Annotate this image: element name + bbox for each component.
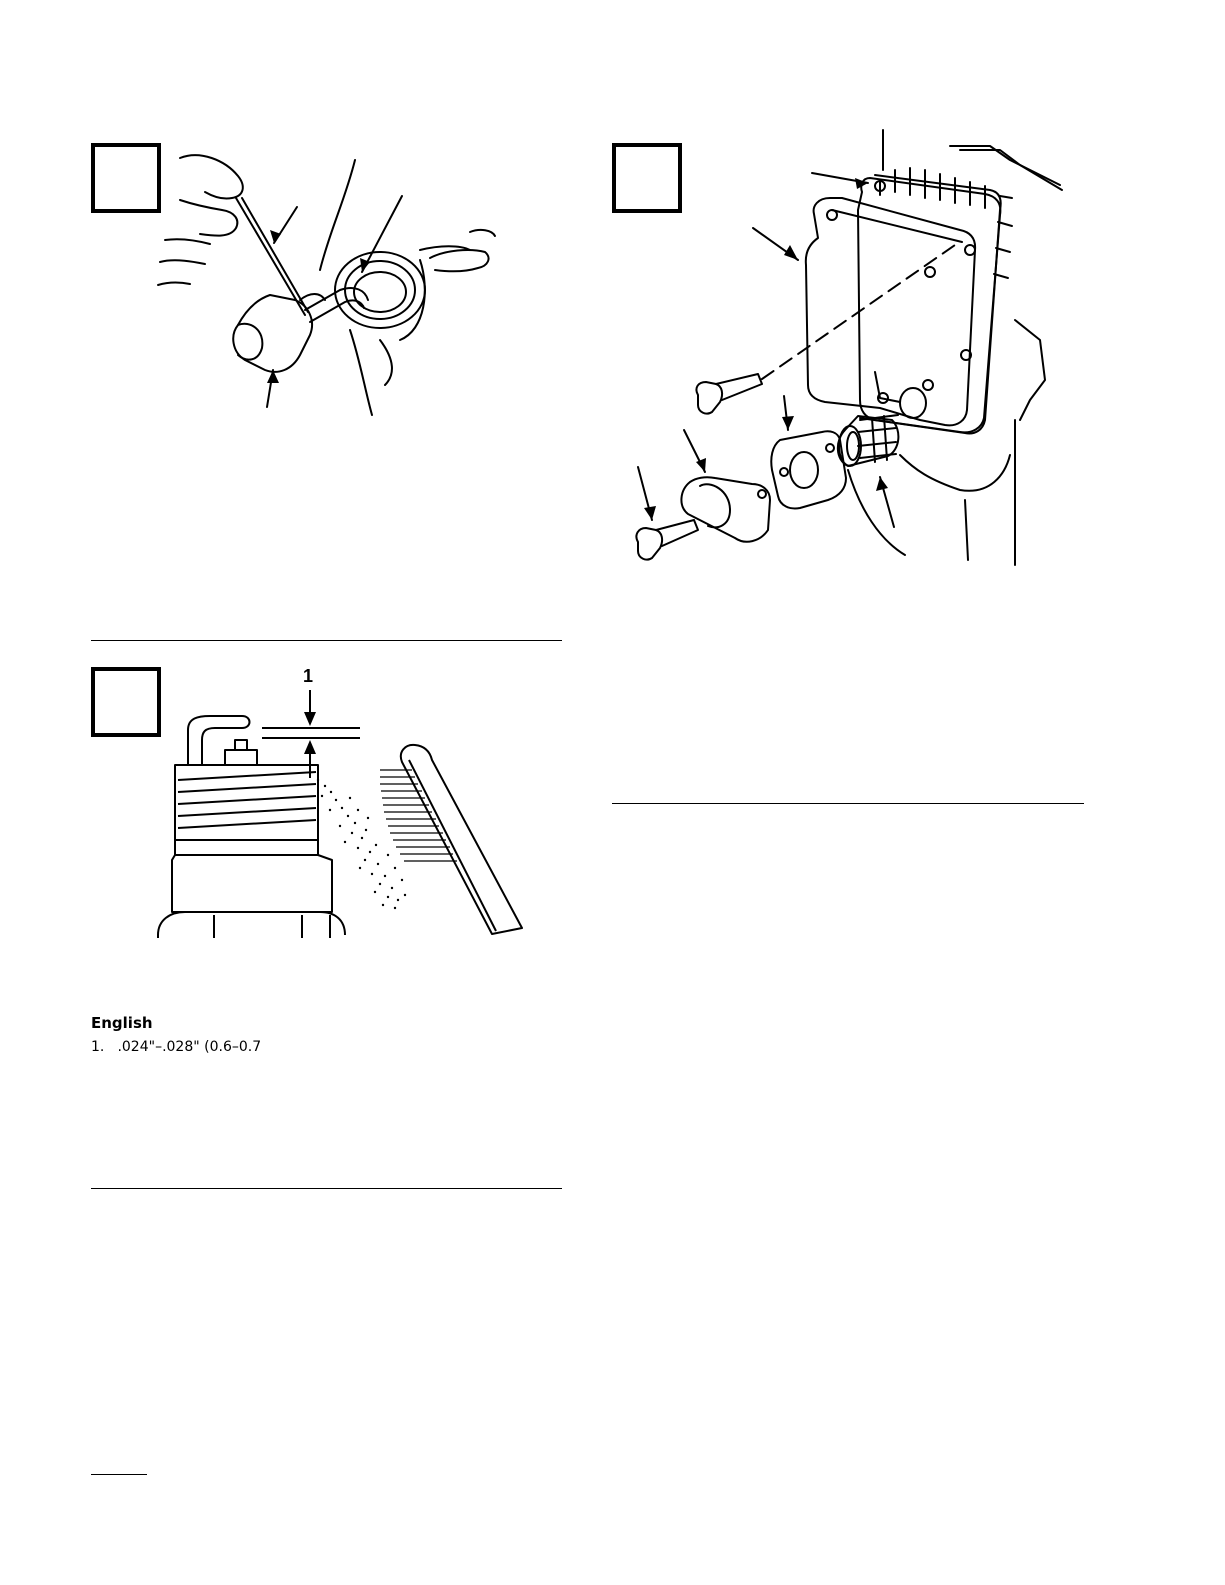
section-divider-2 bbox=[91, 1188, 562, 1189]
figure-number-box-1 bbox=[91, 143, 161, 213]
language-heading: English bbox=[91, 1014, 153, 1032]
caption-number: 1. bbox=[91, 1039, 105, 1055]
gap-callout-label: 1 bbox=[303, 666, 314, 686]
footer-rule bbox=[91, 1474, 147, 1475]
caption-item-1 bbox=[91, 1039, 261, 1055]
section-divider-1 bbox=[91, 640, 562, 641]
section-divider-3 bbox=[612, 803, 1084, 804]
caption-text: .024"–.028" (0.6–0.7 bbox=[117, 1039, 262, 1055]
figure-number-box-3 bbox=[612, 143, 682, 213]
figure-number-box-2 bbox=[91, 667, 161, 737]
